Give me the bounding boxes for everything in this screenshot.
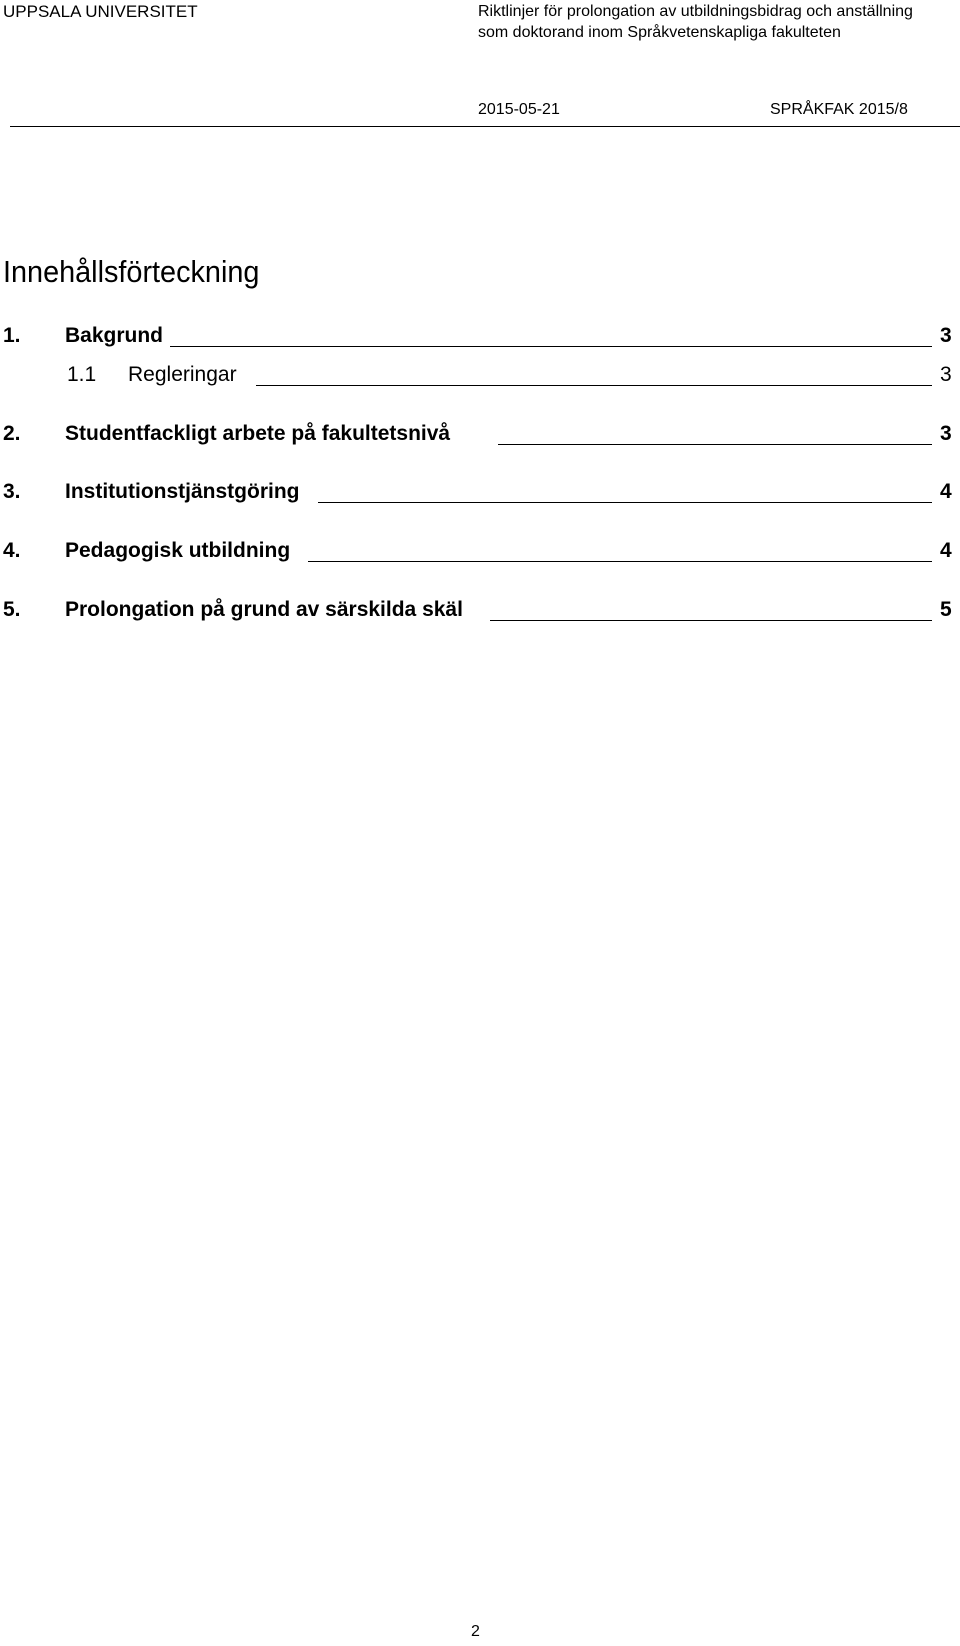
toc-leader-line <box>490 620 932 621</box>
toc-entry-page: 3 <box>940 324 952 347</box>
toc-entry-number: 5. <box>3 598 21 621</box>
toc-entry-label: Institutionstjänstgöring <box>65 480 300 503</box>
toc-entry-number: 3. <box>3 480 21 503</box>
toc-entry-number: 1. <box>3 324 21 347</box>
toc-entry-page: 3 <box>940 422 952 445</box>
toc-entry-page: 5 <box>940 598 952 621</box>
toc-entry-4[interactable] <box>0 537 960 565</box>
toc-leader-line <box>308 561 932 562</box>
toc-leader-line <box>256 385 932 386</box>
toc-entry-5[interactable] <box>0 596 960 624</box>
toc-leader-line <box>170 346 932 347</box>
toc-entry-label: Bakgrund <box>65 324 164 347</box>
institution-name: UPPSALA UNIVERSITET <box>3 2 198 21</box>
toc-entry-page: 3 <box>940 363 952 386</box>
toc-entry-1[interactable] <box>0 322 960 350</box>
toc-leader-line <box>498 444 932 445</box>
document-title: Riktlinjer för prolongation av utbildningsbidrag och anställning som doktorand inom Språkvetenskapliga fakulteten <box>478 3 913 41</box>
document-date: 2015-05-21 <box>478 101 560 118</box>
document-reference: SPRÅKFAK 2015/8 <box>770 101 908 118</box>
toc-entry-page: 4 <box>940 480 952 503</box>
toc-entry-label: Pedagogisk utbildning <box>65 539 291 562</box>
toc-entry-3[interactable] <box>0 478 960 506</box>
toc-leader-line <box>318 502 932 503</box>
page-number: 2 <box>471 1623 480 1640</box>
toc-entry-1-1[interactable] <box>0 361 960 389</box>
header-divider <box>10 126 960 127</box>
toc-entry-number: 4. <box>3 539 21 562</box>
toc-entry-page: 4 <box>940 539 952 562</box>
toc-entry-number: 2. <box>3 422 21 445</box>
toc-entry-label: Prolongation på grund av särskilda skäl <box>65 598 463 621</box>
toc-entry-label: Studentfackligt arbete på fakultetsnivå <box>65 422 451 445</box>
toc-title: Innehållsförteckning <box>3 254 260 289</box>
toc-entry-2[interactable] <box>0 420 960 448</box>
toc-entry-label: Regleringar <box>128 363 237 386</box>
toc-entry-number: 1.1 <box>67 363 97 386</box>
